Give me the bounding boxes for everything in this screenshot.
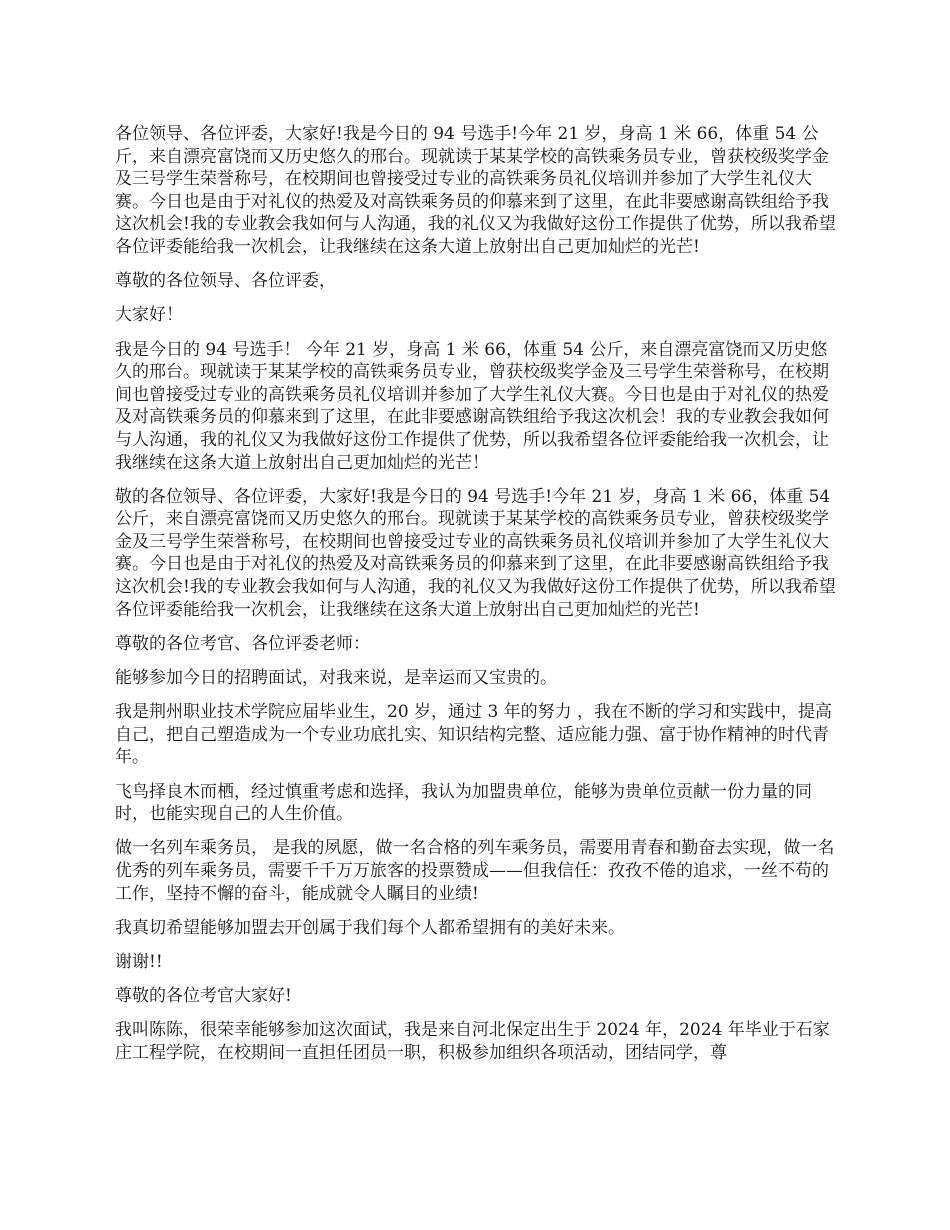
paragraph-motivation: 飞鸟择良木而栖，经过慎重考虑和选择，我认为加盟贵单位，能够为贵单位贡献一份力量的同时，也能实现自己的人生价值。 — [115, 781, 812, 825]
paragraph-speech-2: 我是今日的 94 号选手！ 今年 21 岁，身高 1 米 66，体重 54 公斤，来自漂亮富饶而又历史悠久的邢台。现就读于某某学校的高铁乘务员专业，曾获校级奖学金及三号学生荣誉称号，在校期间也曾接受过专业的高铁乘务员礼仪培训并参加了大学生礼仪大赛。今日也是由于对礼仪的热爱及对高铁乘务员的仰慕来到了这里，在此非要感谢高铁组给予我这次机会！我的专业教会我如何与人沟通，我的礼仪又为我做好这份工作提供了优势，所以我希望各位评委能给我一次机会，让我继续在这条大道上放射出自己更加灿烂的光芒！ — [115, 339, 829, 473]
paragraph-thanks: 谢谢!! — [115, 951, 163, 972]
paragraph-speech-1: 各位领导、各位评委，大家好!我是今日的 94 号选手!今年 21 岁，身高 1 米 66，体重 54 公斤，来自漂亮富饶而又历史悠久的邢台。现就读于某某学校的高铁乘务员专业，曾获校级奖学金及三号学生荣誉称号，在校期间也曾接受过专业的高铁乘务员礼仪培训并参加了大学生礼仪大赛。今日也是由于对礼仪的热爱及对高铁乘务员的仰慕来到了这里，在此非要感谢高铁组给予我这次机会!我的专业教会我如何与人沟通，我的礼仪又为我做好这份工作提供了优势，所以我希望各位评委能给我一次机会，让我继续在这条大道上放射出自己更加灿烂的光芒! — [115, 124, 836, 257]
paragraph-salutation-1: 尊敬的各位领导、各位评委， — [115, 271, 336, 292]
paragraph-greeting: 大家好！ — [115, 305, 183, 326]
paragraph-salutation-2: 尊敬的各位考官、各位评委老师： — [115, 633, 370, 654]
paragraph-opening: 能够参加今日的招聘面试，对我来说，是幸运而又宝贵的。 — [115, 668, 557, 689]
paragraph-speech-4: 我叫陈陈，很荣幸能够参加这次面试，我是来自河北保定出生于 2024 年，2024 年毕业于石家庄工程学院，在校期间一直担任团员一职，积极参加组织各项活动，团结同学，尊 — [115, 1020, 830, 1063]
paragraph-self-intro: 我是荆州职业技术学院应届毕业生，20 岁，通过 3 年的努力 ，我在不断的学习和实践中，提高自己，把自己塑造成为一个专业功底扎实、知识结构完整、适应能力强、富于协作精神的时代青年。 — [115, 702, 833, 768]
paragraph-salutation-3: 尊敬的各位考官大家好! — [115, 986, 292, 1007]
paragraph-aspiration: 做一名列车乘务员， 是我的夙愿，做一名合格的列车乘务员，需要用青春和勤奋去实现，做一名优秀的列车乘务员，需要千千万万旅客的投票赞成——但我信任：孜孜不倦的追求，一丝不苟的工作，坚持不懈的奋斗，能成就令人瞩目的业绩! — [115, 838, 835, 904]
paragraph-speech-3: 敬的各位领导、各位评委，大家好!我是今日的 94 号选手!今年 21 岁，身高 1 米 66，体重 54 公斤，来自漂亮富饶而又历史悠久的邢台。现就读于某某学校的高铁乘务员专业，曾获校级奖学金及三号学生荣誉称号，在校期间也曾接受过专业的高铁乘务员礼仪培训并参加了大学生礼仪大赛。今日也是由于对礼仪的热爱及对高铁乘务员的仰慕来到了这里，在此非要感谢高铁组给予我这次机会!我的专业教会我如何与人沟通，我的礼仪又为我做好这份工作提供了优势，所以我希望各位评委能给我一次机会，让我继续在这条大道上放射出自己更加灿烂的光芒! — [115, 486, 836, 620]
document-page — [115, 123, 843, 1076]
paragraph-hope: 我真切希望能够加盟去开创属于我们每个人都希望拥有的美好未来。 — [115, 917, 625, 938]
